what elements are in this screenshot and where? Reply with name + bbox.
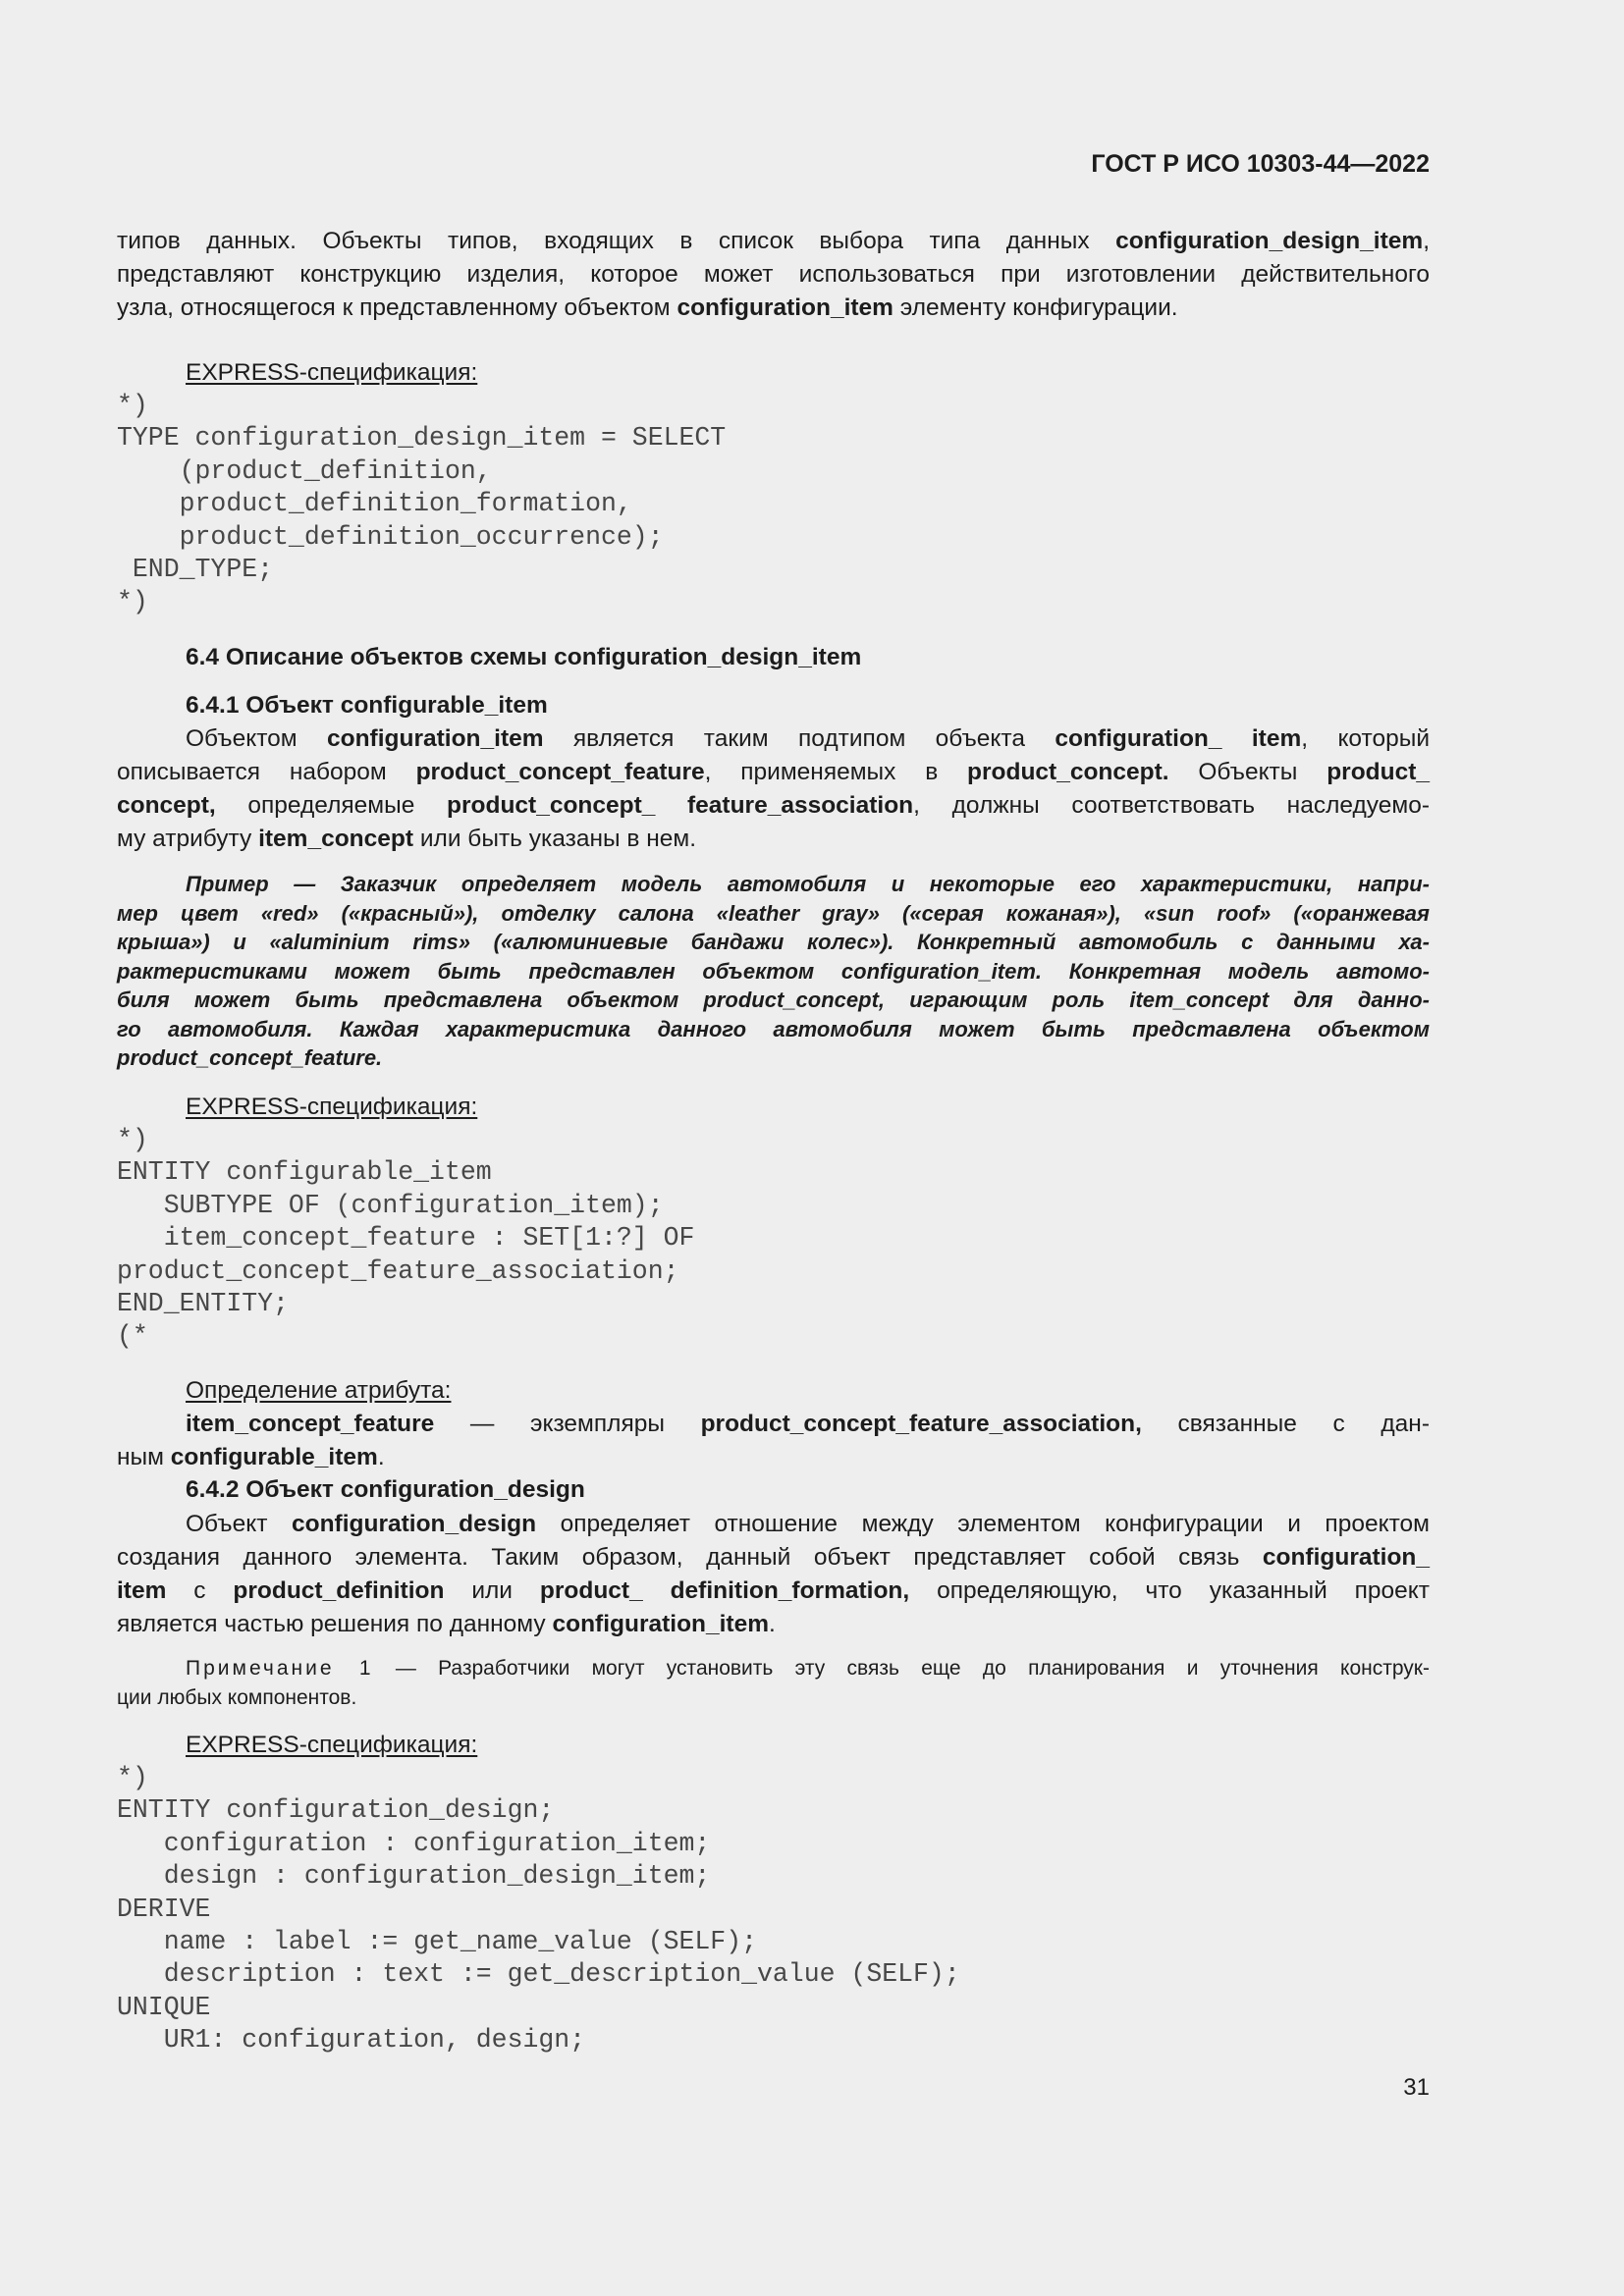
text-segment: ции любых компонентов. <box>117 1686 357 1709</box>
note-label: Примечание 1 <box>186 1657 374 1680</box>
code-line: design : configuration_design_item; <box>117 1861 711 1892</box>
text-segment: определяет отношение между элементом конфигурации и проектом <box>536 1511 1430 1537</box>
code-line: ENTITY configurable_item <box>117 1157 492 1188</box>
bold-term: configuration_item <box>677 294 893 321</box>
text-segment: Объект <box>186 1511 292 1537</box>
section-heading-6-4-1: 6.4.1 Объект configurable_item <box>186 692 548 719</box>
paragraph-6-4-2 <box>117 1508 1430 1641</box>
bold-term: configuration_ item <box>1055 725 1302 752</box>
express-spec-label: EXPRESS-спецификация: <box>186 359 478 386</box>
code-line: END_ENTITY; <box>117 1288 289 1318</box>
text-segment: биля может быть представлена объектом product_concept, играющим роль item_concept для данно- <box>117 988 1430 1012</box>
bold-term: product_concept. <box>967 759 1169 785</box>
section-heading-6-4-2: 6.4.2 Объект configuration_design <box>186 1476 585 1503</box>
code-line: TYPE configuration_design_item = SELECT <box>117 423 727 454</box>
bold-term: configuration_ <box>1262 1544 1430 1571</box>
text-line <box>117 722 1430 756</box>
code-line: *) <box>117 391 148 420</box>
express-spec-label: EXPRESS-спецификация: <box>186 1732 478 1758</box>
bold-term: configuration_design <box>291 1511 537 1537</box>
text-line <box>117 986 1430 1015</box>
code-line: *) <box>117 587 148 617</box>
bold-term: configuration_item <box>327 725 544 752</box>
code-line: SUBTYPE OF (configuration_item); <box>117 1190 664 1220</box>
text-line <box>117 1408 1430 1441</box>
text-segment: определяющую, что указанный проект <box>909 1577 1430 1604</box>
bold-term: product_ definition_formation, <box>539 1577 910 1604</box>
code-line: configuration : configuration_item; <box>117 1828 711 1858</box>
text-segment: с <box>166 1577 234 1604</box>
bold-term: configuration_item <box>552 1611 769 1637</box>
text-line <box>117 1654 1430 1683</box>
code-line: (* <box>117 1321 148 1352</box>
text-segment: узла, относящегося к представленному объектом <box>117 294 677 321</box>
page-number: 31 <box>1403 2074 1430 2101</box>
code-line: product_definition_occurrence); <box>117 521 664 552</box>
code-line: UNIQUE <box>117 1992 211 2022</box>
text-segment: типов данных. Объекты типов, входящих в список выбора типа данных <box>117 228 1116 254</box>
example-paragraph <box>117 870 1430 1073</box>
text-segment: . <box>769 1611 776 1637</box>
text-segment: или быть указаны в нем. <box>413 826 697 852</box>
text-segment: го автомобиля. Каждая характеристика данного автомобиля может быть представлена объектом <box>117 1016 1430 1041</box>
text-segment: описывается набором <box>117 759 416 785</box>
code-line: END_TYPE; <box>117 554 274 584</box>
text-line <box>117 1508 1430 1541</box>
bold-term: item <box>117 1577 167 1604</box>
text-segment: , который <box>1301 725 1431 752</box>
text-line <box>117 756 1430 789</box>
text-line <box>117 1575 1430 1608</box>
bold-term: item_concept_feature <box>186 1411 435 1437</box>
text-segment: элементу конфигурации. <box>893 294 1178 321</box>
express-spec-label: EXPRESS-спецификация: <box>186 1094 478 1120</box>
paragraph-6-4-1 <box>117 722 1430 856</box>
code-block-entity-configuration-design <box>117 1762 960 2057</box>
text-line <box>117 823 1430 856</box>
text-segment: — Разработчики могут установить эту связь еще до планирования и уточнения конструк- <box>373 1657 1430 1680</box>
text-segment: создания данного элемента. Таким образом, данный объект представляет собой связь <box>117 1544 1263 1571</box>
section-heading-6-4: 6.4 Описание объектов схемы configuration_design_item <box>186 644 862 670</box>
bold-term: product_concept_feature <box>415 759 705 785</box>
code-line: ENTITY configuration_design; <box>117 1795 555 1826</box>
text-segment: является частью решения по данному <box>117 1611 553 1637</box>
text-line <box>117 1441 1430 1474</box>
text-segment: представляют конструкцию изделия, которое может использоваться при изготовлении действительного <box>117 261 1430 288</box>
intro-paragraph <box>117 225 1430 325</box>
code-line: product_definition_formation, <box>117 489 632 519</box>
text-segment: product_concept_feature. <box>117 1045 383 1070</box>
text-segment: рактеристиками может быть представлен объектом configuration_item. Конкретная модель автомо- <box>117 958 1430 984</box>
code-block-entity-configurable-item <box>117 1124 694 1354</box>
code-line: item_concept_feature : SET[1:?] OF <box>117 1223 695 1254</box>
text-line <box>117 1043 1430 1073</box>
bold-term: configuration_design_item <box>1115 228 1424 254</box>
bold-term: product_ <box>1326 759 1430 785</box>
text-segment: , применяемых в <box>704 759 968 785</box>
text-segment: му атрибуту <box>117 826 259 852</box>
code-line: *) <box>117 1125 148 1154</box>
text-line <box>117 870 1430 899</box>
text-segment: Объектом <box>186 725 327 752</box>
text-segment: Пример — Заказчик определяет модель автомобиля и некоторые его характеристики, напри- <box>186 872 1430 896</box>
text-segment: или <box>444 1577 540 1604</box>
bold-term: configurable_item <box>170 1444 378 1470</box>
attribute-definition <box>117 1408 1430 1474</box>
code-line: UR1: configuration, design; <box>117 2025 586 2056</box>
text-line <box>117 225 1430 258</box>
text-line <box>117 258 1430 292</box>
code-line: description : text := get_description_value (SELF); <box>117 1959 960 1990</box>
text-line <box>117 789 1430 823</box>
text-segment: . <box>377 1444 385 1470</box>
document-header: ГОСТ Р ИСО 10303-44—2022 <box>1091 150 1430 178</box>
code-line: name : label := get_name_value (SELF); <box>117 1926 758 1956</box>
bold-term: product_concept_ feature_association <box>447 792 914 819</box>
text-segment: мер цвет «red» («красный»), отделку салона «leather gray» («серая кожаная»), «sun roof» («оранжевая <box>117 900 1430 926</box>
text-line <box>117 957 1430 987</box>
bold-term: product_concept_feature_association, <box>700 1411 1142 1437</box>
bold-term: concept, <box>117 792 216 819</box>
bold-term: item_concept <box>258 826 414 852</box>
text-line <box>117 899 1430 929</box>
code-line: (product_definition, <box>117 455 492 486</box>
attribute-definition-label: Определение атрибута: <box>186 1377 452 1404</box>
text-segment: — экземпляры <box>434 1411 701 1437</box>
text-line <box>117 1683 1430 1713</box>
code-line: product_concept_feature_association; <box>117 1255 679 1286</box>
text-line <box>117 1015 1430 1044</box>
text-line <box>117 928 1430 957</box>
code-block-type <box>117 390 726 619</box>
code-line: DERIVE <box>117 1894 211 1924</box>
text-segment: Объекты <box>1168 759 1327 785</box>
text-segment: , должны соответствовать наследуемо- <box>913 792 1430 819</box>
text-line <box>117 292 1430 325</box>
text-segment: крыша») и «aluminium rims» («алюминиевые бандажи колес»). Конкретный автомобиль с данными ха- <box>117 930 1430 954</box>
text-segment: связанные с дан- <box>1141 1411 1430 1437</box>
text-segment: , <box>1423 228 1430 254</box>
text-segment: ным <box>117 1444 171 1470</box>
bold-term: product_definition <box>233 1577 445 1604</box>
text-line <box>117 1541 1430 1575</box>
text-segment: является таким подтипом объекта <box>543 725 1056 752</box>
code-line: *) <box>117 1763 148 1792</box>
text-segment: определяемые <box>215 792 448 819</box>
note-paragraph <box>117 1654 1430 1713</box>
text-line <box>117 1608 1430 1641</box>
